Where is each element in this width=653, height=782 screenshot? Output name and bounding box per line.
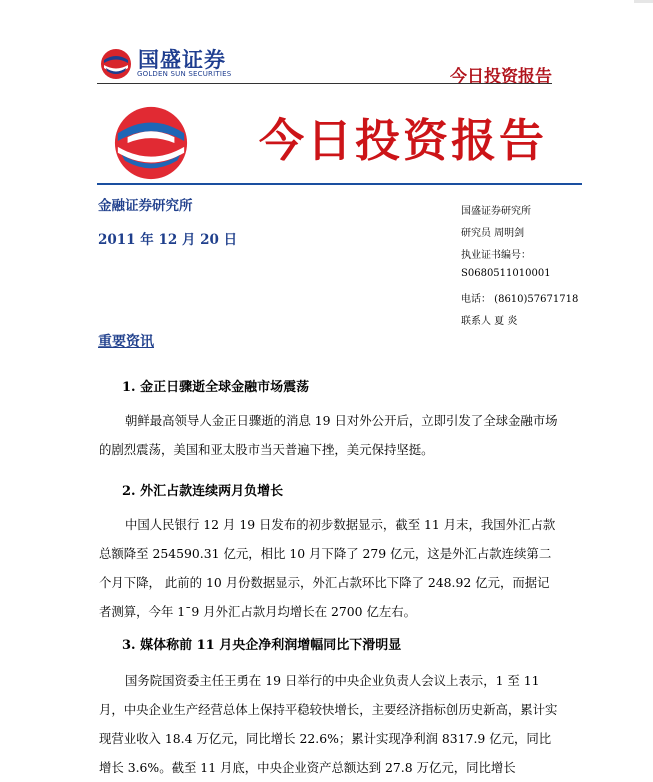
logo-english-name: GOLDEN SUN SECURITIES xyxy=(137,70,232,78)
golden-sun-emblem-icon xyxy=(112,104,190,182)
contact-person: 联系人 夏 炎 xyxy=(461,316,518,327)
contact-phone: 电话： (8610)57671718 xyxy=(461,294,579,305)
institute-name: 金融证券研究所 xyxy=(98,198,193,214)
header-report-title: 今日投资报告 xyxy=(450,67,552,87)
golden-sun-logo-icon xyxy=(100,48,132,80)
news-item-text: 中国人民银行 12 月 19 日发布的初步数据显示，截至 11 月末，我国外汇占款总额降至 254590.31 亿元，相比 10 月下降了 279 亿元，这是外汇占款连续第二个月下降， 此前的 10 月份数据显示，外汇占款环比下降了 248.92 亿元，而据记者测算，今年 1¯9 月外汇占款月均增长在 2700 亿左右。 xyxy=(99,517,556,619)
report-banner-title: 今日投资报告 xyxy=(259,114,548,167)
banner-divider xyxy=(97,183,582,185)
news-item-title: 1. 金正日骤逝全球金融市场震荡 xyxy=(122,380,310,395)
news-item-title: 2. 外汇占款连续两月负增长 xyxy=(122,484,284,499)
report-date: 2011 年 12 月 20 日 xyxy=(98,232,238,248)
news-item-text: 国务院国资委主任王勇在 19 日举行的中央企业负责人会议上表示，1 至 11 月，中央企业生产经营总体上保持平稳较快增长，主要经济指标创历史新高，累计实现营业收入 18.4 万亿元，同比增长 22.6%；累计实现净利润 8317.9 亿元，同比增长 3.6%。截至 11 月底，中央企业资产总额达到 27.8 万亿元，同比增长 xyxy=(99,673,558,775)
news-item-title: 3. 媒体称前 11 月央企净利润增幅同比下滑明显 xyxy=(122,638,402,653)
logo-chinese-name: 国盛证券 xyxy=(138,48,226,72)
contact-cert-number: S0680511010001 xyxy=(461,268,551,279)
news-item-text: 朝鲜最高领导人金正日骤逝的消息 19 日对外公开后，立即引发了全球金融市场的剧烈震荡，美国和亚太股市当天普遍下挫，美元保持坚挺。 xyxy=(99,413,558,457)
window-edge xyxy=(634,0,653,3)
contact-researcher: 研究员 周明剑 xyxy=(461,228,525,239)
header-divider xyxy=(97,83,552,84)
contact-institute: 国盛证券研究所 xyxy=(461,206,531,217)
contact-cert-label: 执业证书编号： xyxy=(461,250,531,261)
section-heading: 重要资讯 xyxy=(98,334,154,350)
